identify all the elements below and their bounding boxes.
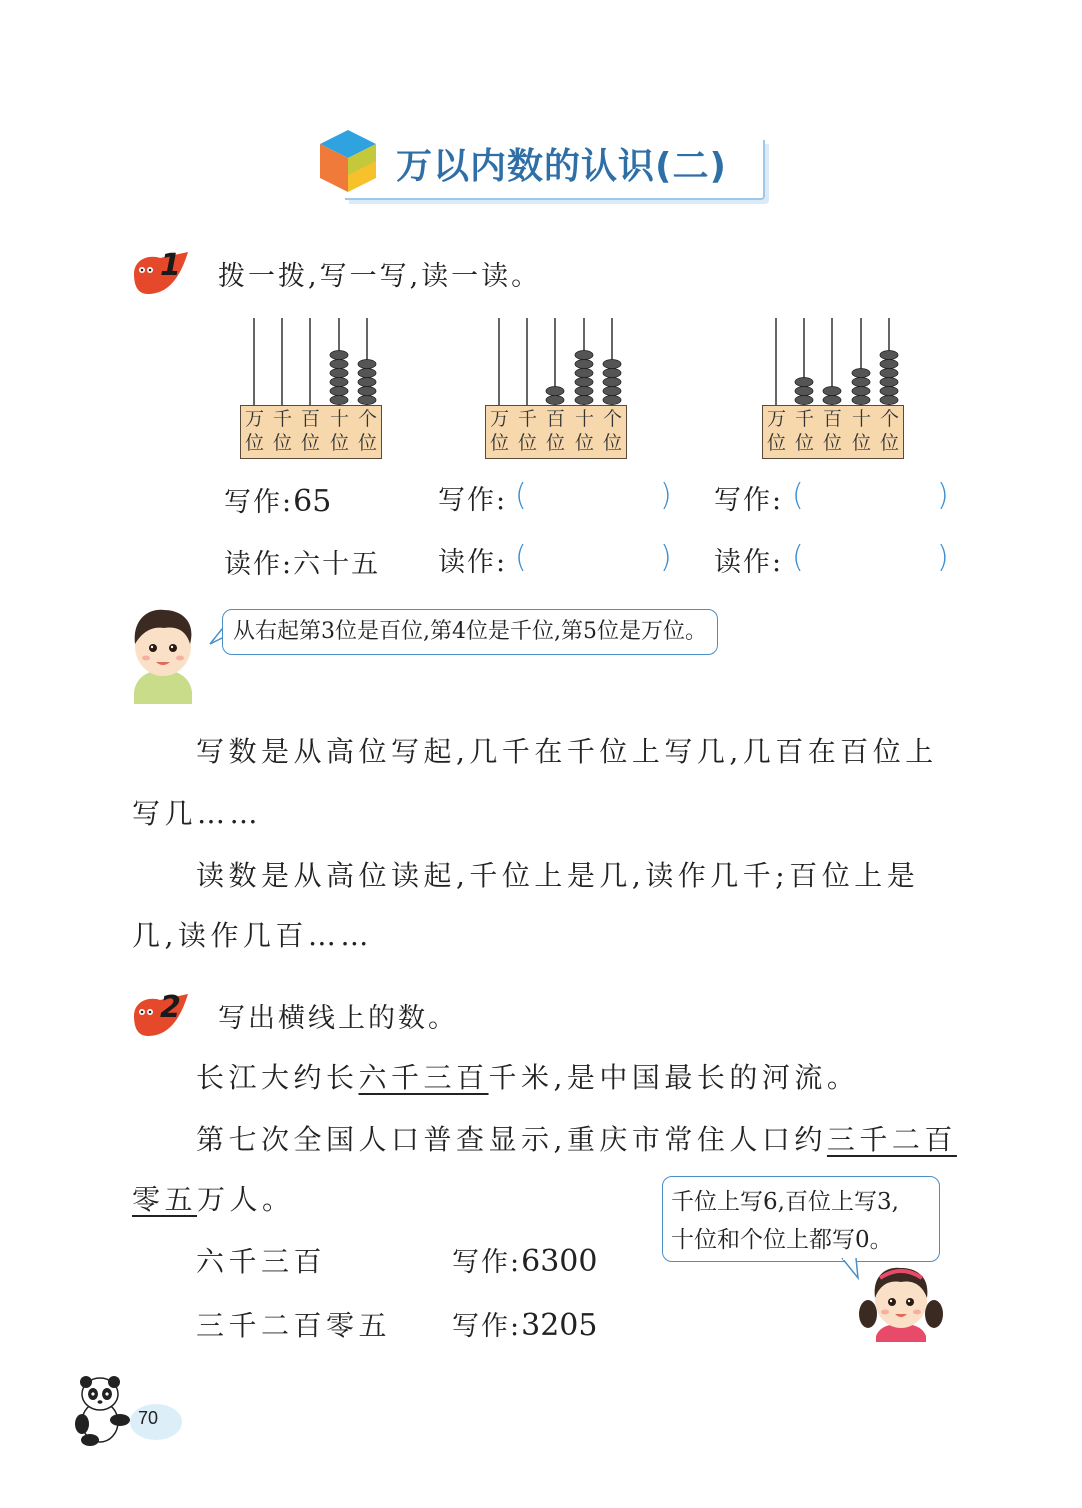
place-label: 百 xyxy=(546,408,566,430)
place-value-labels xyxy=(240,405,382,459)
place-label: 十 xyxy=(330,408,350,430)
write-label: 写作: xyxy=(452,1311,522,1342)
place-suffix: 位 xyxy=(273,432,293,454)
answer-line xyxy=(452,1240,597,1279)
place-suffix: 位 xyxy=(795,432,815,454)
write-line xyxy=(224,480,331,519)
answer-blank-open: ( xyxy=(515,478,527,513)
read-line xyxy=(714,540,783,579)
sentence-text: 第七次全国人口普查显示,重庆市常住人口约 xyxy=(196,1123,827,1156)
place-suffix: 位 xyxy=(603,432,623,454)
sentence-chongqing xyxy=(196,1110,957,1170)
underlined-number: 三千二百 xyxy=(826,1123,957,1156)
place-suffix: 位 xyxy=(852,432,872,454)
place-suffix: 位 xyxy=(823,432,843,454)
read-line xyxy=(438,540,507,579)
sentence-chongqing-cont xyxy=(132,1170,295,1230)
read-label: 读作: xyxy=(438,547,508,578)
page-number: 70 xyxy=(138,1408,159,1428)
place-suffix: 位 xyxy=(880,432,900,454)
place-label: 个 xyxy=(358,408,378,430)
girl-illustration xyxy=(858,1262,944,1342)
answer-blank-open: ( xyxy=(515,540,527,575)
panda-icon xyxy=(70,1372,186,1448)
place-label: 千 xyxy=(273,408,293,430)
write-answer: 3205 xyxy=(521,1308,598,1343)
reading-rule-line1: 读数是从高位读起,千位上是几,读作几千;百位上是 xyxy=(196,859,920,892)
place-label: 百 xyxy=(301,408,321,430)
underlined-number: 零五 xyxy=(132,1183,198,1216)
place-label: 万 xyxy=(245,408,265,430)
answer-line xyxy=(452,1304,597,1343)
write-label: 写作: xyxy=(714,485,784,516)
sentence-text: 千米,是中国最长的河流。 xyxy=(488,1061,860,1094)
read-label: 读作: xyxy=(224,549,294,580)
sentence-text: 万人。 xyxy=(197,1183,295,1216)
abacus xyxy=(240,318,384,468)
place-suffix: 位 xyxy=(518,432,538,454)
question-instruction: 拨一拨,写一写,读一读。 xyxy=(218,261,542,292)
hint-line: 十位和个位上都写0。 xyxy=(671,1227,893,1253)
answer-words: 六千三百 xyxy=(196,1245,327,1278)
read-answer: 六十五 xyxy=(293,549,381,580)
write-answer: 6300 xyxy=(521,1244,598,1279)
read-line xyxy=(224,542,380,581)
reading-rule-line2: 几,读作几百…… xyxy=(132,919,373,952)
read-label: 读作: xyxy=(714,547,784,578)
writing-rule-line1: 写数是从高位写起,几千在千位上写几,几百在百位上 xyxy=(196,735,938,768)
place-value-labels xyxy=(762,405,904,459)
boy-illustration xyxy=(126,604,200,704)
answer-blank-close[interactable]: ) xyxy=(937,478,949,513)
place-suffix: 位 xyxy=(546,432,566,454)
place-suffix: 位 xyxy=(330,432,350,454)
write-label: 写作: xyxy=(452,1247,522,1278)
answer-blank-close[interactable]: ) xyxy=(660,540,672,575)
question-number: 1 xyxy=(160,248,181,283)
place-label: 万 xyxy=(490,408,510,430)
writing-rule-line2: 写几…… xyxy=(132,797,263,830)
place-suffix: 位 xyxy=(575,432,595,454)
answer-blank-open: ( xyxy=(792,540,804,575)
sentence-yangtze xyxy=(196,1048,859,1108)
question-instruction: 写出横线上的数。 xyxy=(218,1003,458,1034)
write-label: 写作: xyxy=(438,485,508,516)
place-label: 十 xyxy=(852,408,872,430)
place-suffix: 位 xyxy=(358,432,378,454)
underlined-number: 六千三百 xyxy=(358,1061,489,1094)
write-line xyxy=(714,478,783,517)
place-value-labels xyxy=(485,405,627,459)
abacus-rods xyxy=(240,318,384,413)
abacus-rods xyxy=(485,318,629,413)
answer-blank-open: ( xyxy=(792,478,804,513)
place-suffix: 位 xyxy=(767,432,787,454)
place-label: 千 xyxy=(518,408,538,430)
answer-words: 三千二百零五 xyxy=(196,1309,392,1342)
place-suffix: 位 xyxy=(301,432,321,454)
answer-blank-close[interactable]: ) xyxy=(937,540,949,575)
abacus-rods xyxy=(762,318,906,413)
answer-blank-close[interactable]: ) xyxy=(660,478,672,513)
hint-bubble xyxy=(662,1176,940,1262)
write-line xyxy=(438,478,507,517)
question-number: 2 xyxy=(160,990,181,1025)
abacus xyxy=(485,318,629,468)
write-label: 写作: xyxy=(224,487,294,518)
page-title: 万以内数的认识(二) xyxy=(396,146,727,187)
place-label: 个 xyxy=(603,408,623,430)
hint-line: 千位上写6,百位上写3, xyxy=(671,1189,899,1215)
sentence-text: 长江大约长 xyxy=(196,1061,359,1094)
hint-bubble: 从右起第3位是百位,第4位是千位,第5位是万位。 xyxy=(222,609,718,655)
abacus xyxy=(762,318,906,468)
place-label: 个 xyxy=(880,408,900,430)
place-label: 千 xyxy=(795,408,815,430)
place-suffix: 位 xyxy=(490,432,510,454)
place-label: 十 xyxy=(575,408,595,430)
place-label: 百 xyxy=(823,408,843,430)
place-label: 万 xyxy=(767,408,787,430)
cube-icon xyxy=(318,128,378,194)
place-suffix: 位 xyxy=(245,432,265,454)
write-answer: 65 xyxy=(293,484,332,519)
